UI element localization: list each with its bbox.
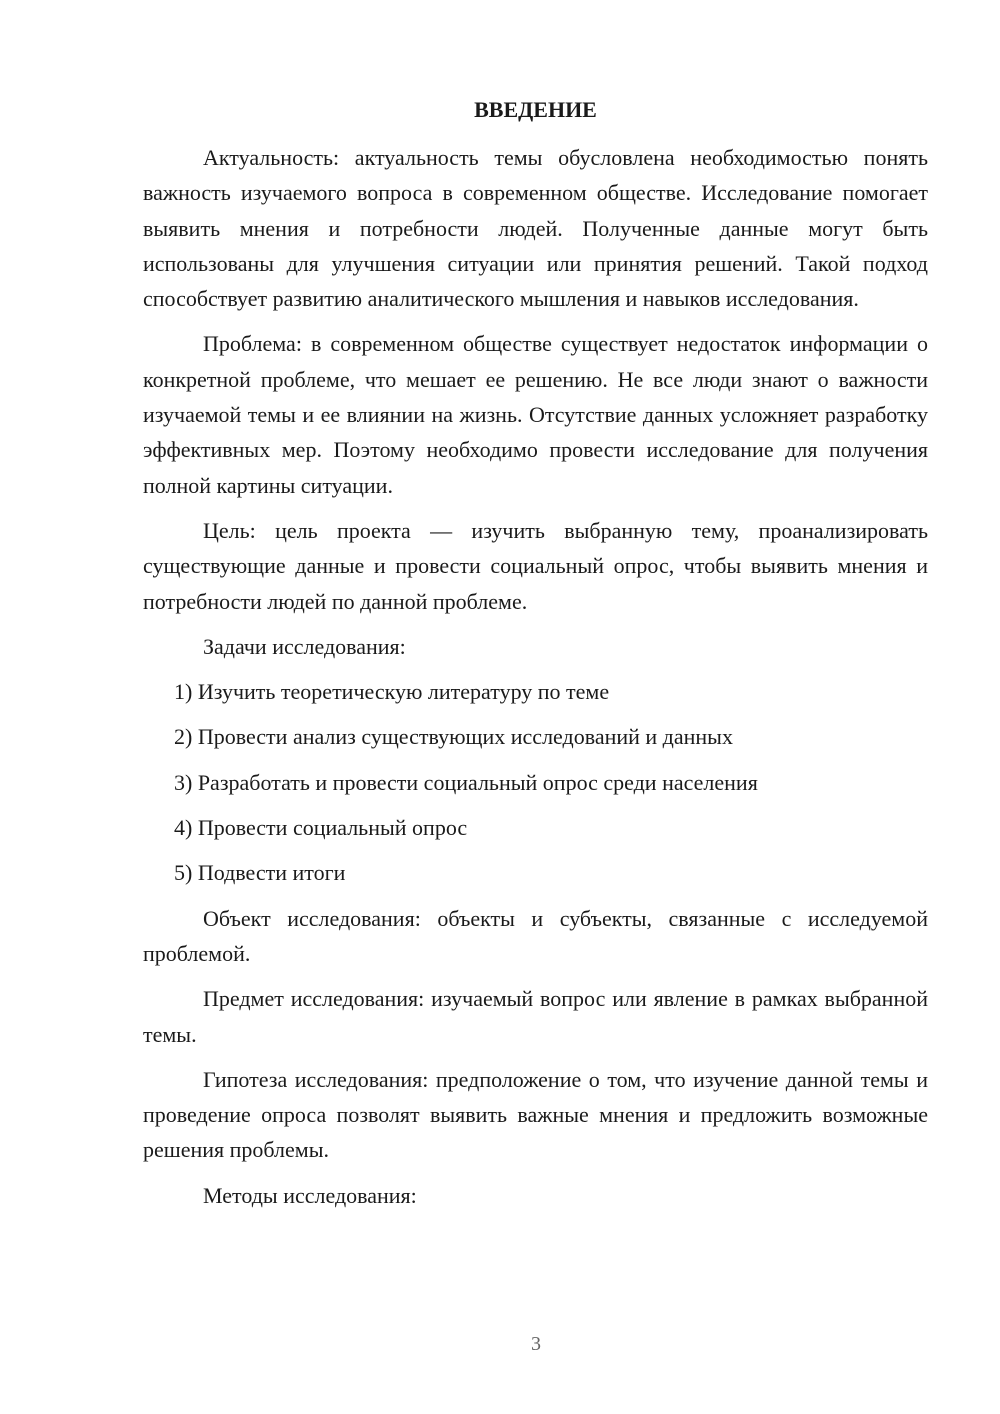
problem-paragraph: Проблема: в современном обществе существует недостаток информации о конкретной проблеме, что мешает ее решению. Не все люди знают о важности изучаемой темы и ее влиянии на жизнь. Отсутствие данных усложняет разработку эффективных мер. Поэтому необходимо провести исследование для получения полной картины ситуации. bbox=[143, 331, 928, 498]
methods-heading: Методы исследования: bbox=[203, 1182, 417, 1208]
hypothesis-paragraph: Гипотеза исследования: предположение о том, что изучение данной темы и проведение опроса позволят выявить важные мнения и предложить возможные решения проблемы. bbox=[143, 1066, 928, 1163]
list-item: 3) Разработать и провести социальный опрос среди населения bbox=[174, 769, 758, 795]
page-title: ВВЕДЕНИЕ bbox=[474, 97, 597, 122]
list-item: 1) Изучить теоретическую литературу по теме bbox=[174, 679, 610, 705]
object-paragraph: Объект исследования: объекты и субъекты, связанные с исследуемой проблемой. bbox=[143, 905, 928, 966]
tasks-heading: Задачи исследования: bbox=[203, 633, 406, 659]
relevance-paragraph: Актуальность: актуальность темы обусловлена необходимостью понять важность изучаемого вопроса в современном обществе. Исследование помогает выявить мнения и потребности людей. Полученные данные могут быть использованы для улучшения ситуации или принятия решений. Такой подход способствует развитию аналитического мышления и навыков исследования. bbox=[143, 145, 928, 312]
list-item: 2) Провести анализ существующих исследований и данных bbox=[174, 724, 733, 750]
list-item: 4) Провести социальный опрос bbox=[174, 815, 468, 841]
subject-paragraph: Предмет исследования: изучаемый вопрос или явление в рамках выбранной темы. bbox=[143, 986, 928, 1047]
page-number: 3 bbox=[531, 1333, 541, 1355]
document-page bbox=[143, 92, 928, 1223]
list-item: 5) Подвести итоги bbox=[174, 860, 346, 886]
goal-paragraph: Цель: цель проекта — изучить выбранную тему, проанализировать существующие данные и провести социальный опрос, чтобы выявить мнения и потребности людей по данной проблеме. bbox=[143, 517, 928, 614]
tasks-list bbox=[143, 674, 928, 890]
